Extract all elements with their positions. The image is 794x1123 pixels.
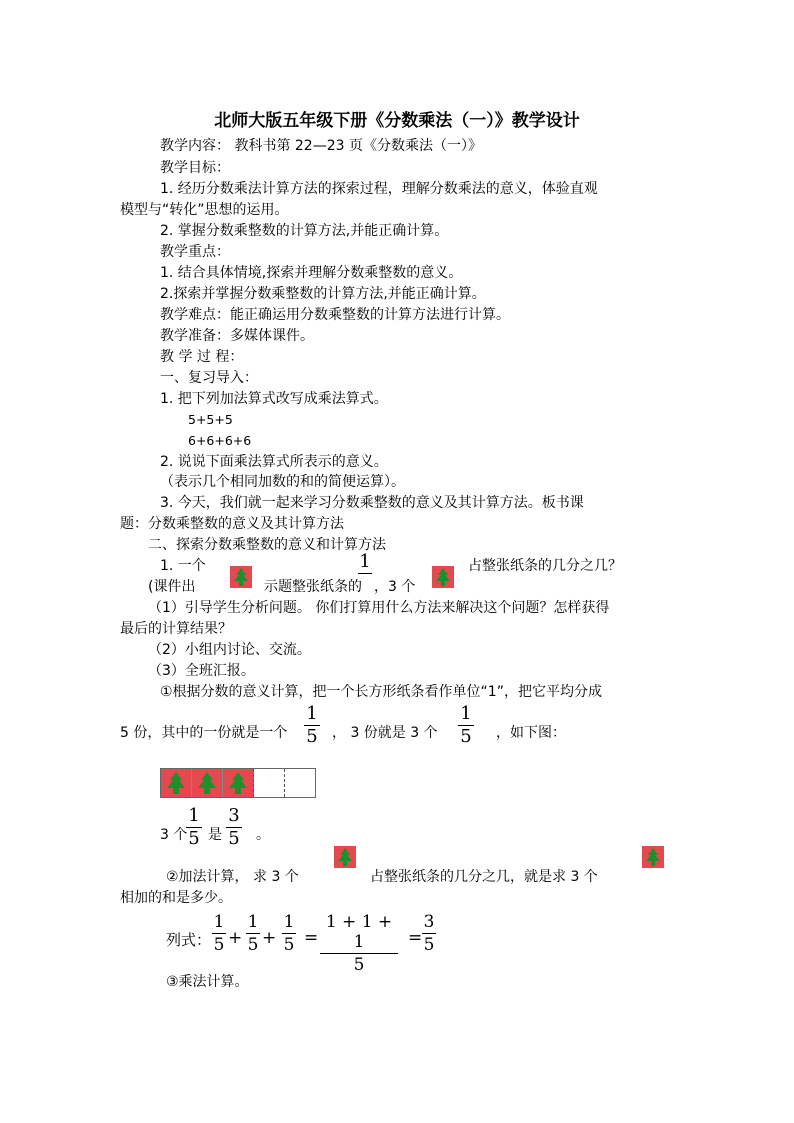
fraction-bar (246, 933, 260, 934)
fraction-one-fifth (458, 704, 474, 747)
fraction-three-fifths (422, 912, 436, 955)
key-2: 2.探索并掌握分数乘整数的计算方法,并能正确计算。 (160, 286, 486, 302)
section-2-heading: 二、探索分数乘整数的意义和计算方法 (148, 537, 386, 553)
fraction-bar (358, 573, 372, 574)
method-1-line-1: ①根据分数的意义计算，把一个长方形纸条看作单位“1”，把它平均分成 (160, 684, 602, 700)
result-is: 是 (208, 827, 222, 843)
method-1-part-1: 5 份，其中的一份就是一个 (120, 725, 288, 741)
difficulty: 教学难点：能正确运用分数乘整数的计算方法进行计算。 (160, 307, 510, 323)
s2-q1-mid: 示题整张纸条的 (264, 579, 362, 595)
fraction-bar (422, 933, 436, 934)
fraction-bar (282, 933, 296, 934)
paper-strip-diagram (160, 768, 316, 798)
key-heading: 教学重点： (160, 244, 230, 260)
method-2-part-2: 占整张纸条的几分之几，就是求 3 个 (370, 869, 598, 885)
fraction-one-fifth (186, 806, 202, 849)
goal-1-line-2: 模型与“转化”思想的运用。 (120, 202, 289, 218)
numerator: 1 (188, 805, 200, 826)
document-title: 北师大版五年级下册《分数乘法（一）》教学设计 (214, 111, 580, 131)
plus-sign: + (262, 928, 277, 948)
method-1-part-2: ， 3 份就是 3 个 (332, 725, 438, 741)
fraction-one-fifth (304, 704, 320, 747)
denominator: 5 (306, 726, 318, 747)
strip-filled-part (223, 769, 254, 797)
plus-sign: + (228, 928, 243, 948)
tree-icon (432, 566, 454, 588)
s2-q1-tail: 占整张纸条的几分之几？ (468, 558, 622, 574)
equals-sign: = (408, 928, 423, 948)
numerator: 1 (460, 703, 472, 724)
denominator: 5 (247, 935, 259, 955)
guide-1-line-1: （1）引导学生分析问题。 你们打算用什么方法来解决这个问题？怎样获得 (148, 600, 610, 616)
guide-1-line-2: 最后的计算结果？ (120, 621, 232, 637)
fraction-bar (212, 933, 226, 934)
tree-icon (642, 846, 664, 868)
section-1-heading: 一、复习导入： (160, 370, 258, 386)
denominator: 5 (228, 828, 240, 849)
numerator: 3 (228, 805, 240, 826)
equation-2: 6+6+6+6 (188, 433, 252, 448)
fraction-one-fifth (212, 912, 226, 955)
s2-q1-paren: (课件出 (148, 579, 196, 595)
fraction-one-fifth (282, 912, 296, 955)
preparation: 教学准备：多媒体课件。 (160, 328, 314, 344)
denominator: 5 (423, 935, 435, 955)
denominator: 5 (460, 726, 472, 747)
section-1-q1: 1. 把下列加法算式改写成乘法算式。 (160, 391, 388, 407)
goal-heading: 教学目标： (160, 160, 230, 176)
strip-filled-part (161, 769, 192, 797)
method-2-part-1: ②加法计算， 求 3 个 (166, 869, 299, 885)
tree-icon (230, 566, 252, 588)
teaching-content: 教学内容： 教科书第 22—23 页《分数乘法（一）》 (160, 138, 482, 154)
tree-icon (334, 846, 356, 868)
section-1-q3-line-2: 题：分数乘整数的意义及其计算方法 (120, 516, 344, 532)
s2-q1-number: 1. 一个 (160, 558, 206, 574)
equals-sign: = (304, 928, 319, 948)
method-3: ③乘法计算。 (166, 974, 249, 990)
numerator: 1 + 1 + 1 (325, 912, 393, 952)
guide-3: （3）全班汇报。 (148, 663, 255, 679)
strip-filled-part (192, 769, 223, 797)
fraction-sum (320, 912, 398, 975)
method-1-part-3: ，如下图： (496, 725, 566, 741)
strip-empty-part (285, 769, 315, 797)
denominator: 5 (213, 935, 225, 955)
fraction-three-fifths (226, 806, 242, 849)
numerator: 1 (359, 551, 371, 572)
method-2-line-2: 相加的和是多少。 (120, 890, 232, 906)
numerator: 3 (423, 912, 435, 932)
denominator: 5 (283, 935, 295, 955)
numerator: 1 (247, 912, 259, 932)
strip-empty-part (254, 769, 285, 797)
result-three: 3 个 (160, 827, 188, 843)
fraction-one-fifth (246, 912, 260, 955)
numerator: 1 (213, 912, 225, 932)
guide-2: （2）小组内讨论、交流。 (148, 642, 311, 658)
goal-1-line-1: 1. 经历分数乘法计算方法的探索过程，理解分数乘法的意义，体验直观 (160, 181, 598, 197)
result-period: 。 (256, 827, 270, 843)
numerator: 1 (306, 703, 318, 724)
fraction-bar (320, 953, 398, 954)
s2-q1-three: ，3 个 (374, 579, 416, 595)
section-1-q2-note: （表示几个相同加数的和的简便运算）。 (160, 474, 405, 490)
section-1-q2: 2. 说说下面乘法算式所表示的意义。 (160, 454, 388, 470)
fraction-one-fifth (358, 552, 372, 575)
key-1: 1. 结合具体情境,探索并理解分数乘整数的意义。 (160, 265, 463, 281)
denominator: 5 (353, 955, 365, 975)
goal-2: 2. 掌握分数乘整数的计算方法,并能正确计算。 (160, 223, 449, 239)
numerator: 1 (283, 912, 295, 932)
denominator: 5 (188, 828, 200, 849)
formula-label: 列式： (166, 931, 212, 949)
section-1-q3-line-1: 3. 今天，我们就一起来学习分数乘整数的意义及其计算方法。板书课 (160, 495, 584, 511)
process-heading: 教 学 过 程： (160, 349, 244, 365)
equation-1: 5+5+5 (188, 412, 233, 427)
